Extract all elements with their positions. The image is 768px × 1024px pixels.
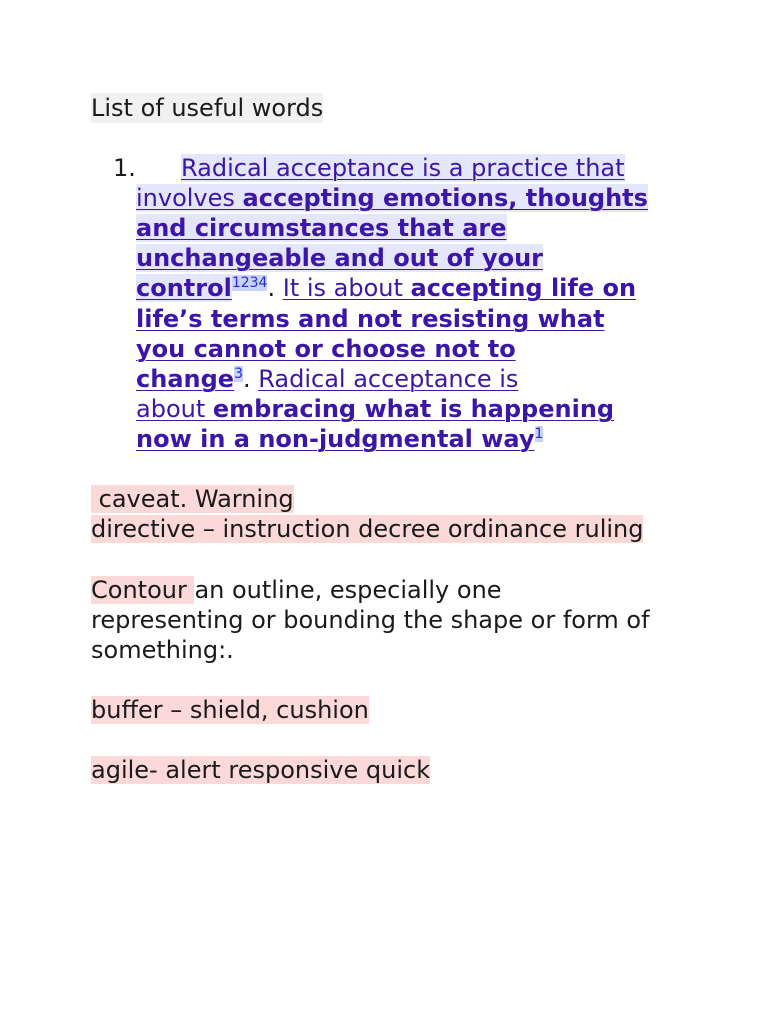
list-item-line-8: [136, 364, 518, 394]
reference-link-bold[interactable]: embracing what is happening: [212, 395, 615, 423]
entry-agile-text: agile- alert responsive quick: [91, 756, 431, 784]
citation-superscript[interactable]: 1: [534, 426, 544, 442]
reference-link-text[interactable]: Radical acceptance is a practice that: [181, 154, 625, 182]
reference-link-bold[interactable]: change: [136, 365, 235, 393]
reference-link-bold[interactable]: accepting emotions, thoughts: [242, 184, 648, 212]
reference-link-text[interactable]: involves: [136, 184, 243, 212]
list-item-line-4: [136, 243, 543, 273]
entry-contour-line-1: [91, 575, 502, 605]
list-item-line-6: [136, 304, 605, 334]
entry-buffer-text: buffer – shield, cushion: [91, 696, 369, 724]
list-item-line-5: [136, 273, 636, 303]
entry-caveat-text: caveat. Warning: [91, 485, 294, 513]
entry-contour-term: Contour: [91, 576, 195, 604]
list-item-line-10: [136, 424, 543, 454]
reference-link-bold[interactable]: you cannot or choose not to: [136, 335, 516, 363]
entry-contour-line-2: representing or bounding the shape or form of: [91, 606, 650, 634]
citation-superscript[interactable]: 3: [234, 366, 243, 382]
reference-link-bold[interactable]: control: [136, 274, 232, 302]
reference-link-bold[interactable]: accepting life on: [410, 274, 637, 302]
entry-caveat: [91, 484, 294, 514]
entry-directive-text: directive – instruction decree ordinance ruling: [91, 515, 644, 543]
entry-agile: [91, 755, 430, 785]
entry-buffer: [91, 695, 369, 725]
reference-link-bold[interactable]: and circumstances that are: [136, 214, 507, 242]
punctuation: .: [267, 274, 283, 302]
list-item-line-3: [136, 213, 507, 243]
entry-directive: [91, 514, 643, 544]
citation-superscript[interactable]: 1234: [231, 275, 268, 291]
punctuation: .: [242, 365, 259, 393]
list-item-line-9: [136, 394, 614, 424]
list-number: 1.: [113, 154, 136, 182]
reference-link-text[interactable]: It is about: [282, 274, 411, 302]
entry-contour-definition: an outline, especially one: [194, 576, 502, 604]
reference-link-bold[interactable]: now in a non-judgmental way: [136, 425, 535, 453]
document-title: List of useful words: [91, 94, 324, 122]
reference-link-bold[interactable]: unchangeable and out of your: [136, 244, 544, 272]
reference-link-text[interactable]: Radical acceptance is: [258, 365, 519, 393]
list-item-line-1: [181, 153, 625, 183]
list-item-line-7: [136, 334, 516, 364]
entry-contour-line-3: something:.: [91, 636, 234, 664]
reference-link-text[interactable]: about: [136, 395, 213, 423]
reference-link-bold[interactable]: life’s terms and not resisting what: [136, 305, 605, 333]
list-item-line-2: [136, 183, 648, 213]
